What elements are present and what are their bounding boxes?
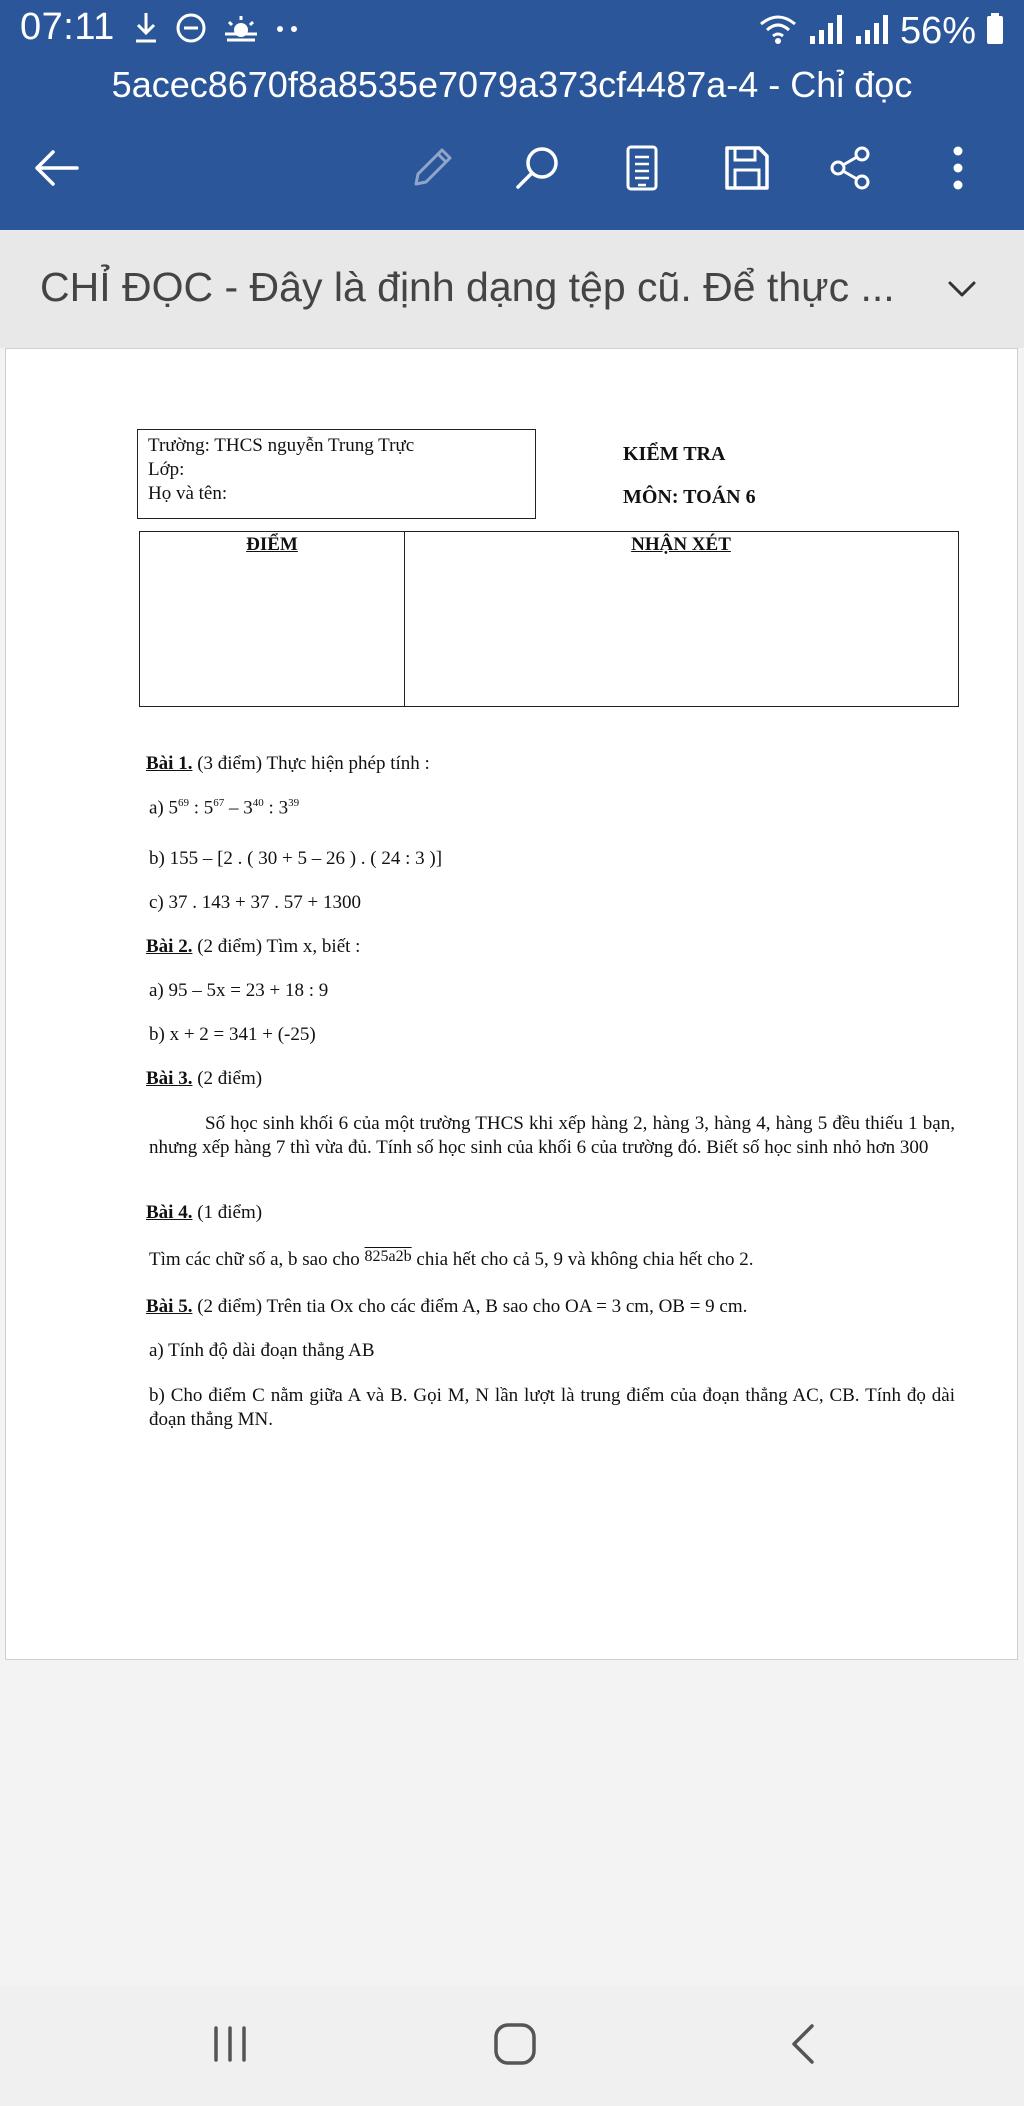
more-options-icon <box>951 144 965 197</box>
question-5b: b) Cho điểm C nằm giữa A và B. Gọi M, N lần lượt là trung điểm của đoạn thẳng AC, CB. Tính đọ dài đoạn thẳng MN. <box>149 1385 955 1430</box>
class-line: Lớp: <box>148 459 185 480</box>
q1a-op-1: : <box>189 797 204 819</box>
wifi-icon <box>758 12 798 51</box>
name-line: Họ và tên: <box>148 483 228 504</box>
document-content <box>6 349 1019 1661</box>
nav-back-button[interactable] <box>768 2014 838 2078</box>
banner-text: CHỈ ĐỌC - Đây là định dạng tệp cũ. Để thực ... <box>40 264 895 310</box>
grade-header: ĐIỂM <box>246 534 298 555</box>
question-4-heading <box>146 1202 262 1224</box>
q1a-op-3: : <box>263 797 279 819</box>
document-page[interactable] <box>5 348 1018 1660</box>
read-only-banner[interactable] <box>0 230 1024 348</box>
q1a-prefix: a) <box>149 797 169 819</box>
comment-header: NHẬN XÉT <box>631 534 731 555</box>
search-icon <box>512 143 562 198</box>
back-button[interactable] <box>16 130 96 210</box>
question-3-text: (2 điểm) <box>192 1068 263 1089</box>
search-button[interactable] <box>497 130 577 210</box>
notification-icons <box>133 10 299 50</box>
q4-number: 825a2b <box>364 1248 412 1265</box>
do-not-disturb-icon <box>175 12 207 49</box>
question-2a: a) 95 – 5x = 23 + 18 : 9 <box>149 980 329 1001</box>
save-button[interactable] <box>707 130 787 210</box>
question-2b: b) x + 2 = 341 + (-25) <box>149 1024 316 1045</box>
q1a-base-2: 5 <box>203 797 214 819</box>
pencil-icon <box>408 144 456 197</box>
reading-view-icon <box>622 143 662 198</box>
question-5-heading <box>146 1296 747 1318</box>
back-arrow-icon <box>31 148 81 193</box>
question-5-label: Bài 5. <box>146 1296 193 1317</box>
share-icon <box>826 144 874 197</box>
battery-icon <box>986 13 1004 50</box>
question-1c: c) 37 . 143 + 37 . 57 + 1300 <box>149 892 361 913</box>
app-header <box>0 0 1024 230</box>
document-title: 5acec8670f8a8535e7079a373cf4487a-4 - Chỉ đọc <box>111 64 913 105</box>
question-2-label: Bài 2. <box>146 936 193 957</box>
q1a-exp-3: 40 <box>252 797 264 809</box>
signal-icon <box>808 12 844 51</box>
question-2-heading <box>146 936 360 958</box>
back-icon <box>788 2022 818 2071</box>
toolbar <box>0 130 1024 210</box>
question-1a <box>149 797 299 819</box>
signal-icon-2 <box>854 12 890 51</box>
share-button[interactable] <box>810 130 890 210</box>
question-1-heading <box>146 753 430 775</box>
grade-table-divider <box>404 532 405 706</box>
question-4-body <box>149 1249 754 1271</box>
q1a-base-4: 3 <box>278 797 289 819</box>
question-5-text: (2 điểm) Trên tia Ox cho các điểm A, B sao cho OA = 3 cm, OB = 9 cm. <box>192 1296 748 1317</box>
reading-view-button[interactable] <box>602 130 682 210</box>
q1a-base-1: 5 <box>168 797 179 819</box>
weather-icon <box>223 12 259 49</box>
system-icons <box>758 6 1004 56</box>
navigation-bar <box>0 1986 1024 2106</box>
question-3-heading <box>146 1068 262 1090</box>
status-time: 07:11 <box>20 6 115 48</box>
school-line: Trường: THCS nguyễn Trung Trực <box>148 435 415 456</box>
exam-title: KIỂM TRA <box>623 443 726 465</box>
q1a-exp-1: 69 <box>178 797 190 809</box>
q1a-op-2: – <box>224 797 244 819</box>
battery-level: 56% <box>899 9 976 52</box>
question-4-label: Bài 4. <box>146 1202 193 1223</box>
question-4-text: (1 điểm) <box>192 1202 263 1223</box>
chevron-down-icon[interactable] <box>937 264 987 314</box>
question-1b: b) 155 – [2 . ( 30 + 5 – 26 ) . ( 24 : 3 )] <box>149 848 443 869</box>
q4-body-before: Tìm các chữ số a, b sao cho <box>149 1249 365 1270</box>
grade-table <box>139 531 959 707</box>
home-button[interactable] <box>480 2014 550 2078</box>
home-icon <box>492 2021 538 2072</box>
q4-body-after: chia hết cho cả 5, 9 và không chia hết cho 2. <box>411 1249 754 1270</box>
q1a-exp-2: 67 <box>213 797 225 809</box>
more-options-button[interactable] <box>918 130 998 210</box>
save-icon <box>723 144 771 197</box>
question-5a: a) Tính độ dài đoạn thẳng AB <box>149 1340 375 1361</box>
question-2-text: (2 điểm) Tìm x, biết : <box>192 936 361 957</box>
more-notifications-icon <box>275 21 299 39</box>
recent-apps-icon <box>208 2022 252 2071</box>
q1a-base-3: 3 <box>243 797 253 819</box>
status-bar <box>0 0 1024 62</box>
exam-subject: MÔN: TOÁN 6 <box>623 486 756 508</box>
question-3-label: Bài 3. <box>146 1068 193 1089</box>
edit-button[interactable] <box>392 130 472 210</box>
download-icon <box>133 11 159 50</box>
student-info-box <box>137 429 536 519</box>
question-1-label: Bài 1. <box>146 753 193 774</box>
recent-apps-button[interactable] <box>195 2014 265 2078</box>
question-1-text: (3 điểm) Thực hiện phép tính : <box>192 753 430 774</box>
question-3-body: Số học sinh khối 6 của một trường THCS khi xếp hàng 2, hàng 3, hàng 4, hàng 5 đều thiếu 1 bạn, nhưng xếp hàng 7 thì vừa đủ. Tính số học sinh của khối 6 của trường đó. Biết số học sinh nhỏ hơn 300 <box>149 1113 955 1158</box>
q1a-exp-4: 39 <box>288 797 300 809</box>
